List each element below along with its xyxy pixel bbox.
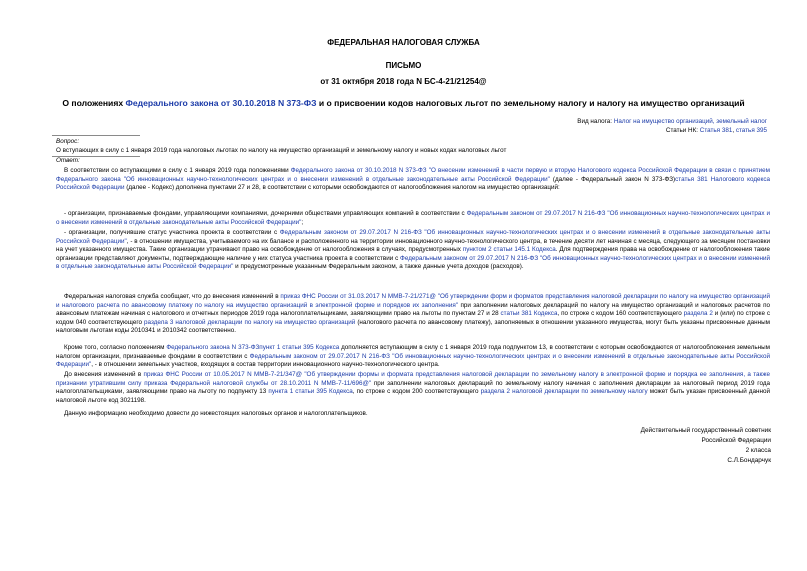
- land-tax-section-2-link[interactable]: раздела 2 налоговой декларации по земельному налогу: [480, 388, 648, 396]
- section-3-link[interactable]: раздела 3 налоговой декларации по налогу на имущество организаций: [144, 318, 356, 326]
- article-381-link[interactable]: Статья 381: [699, 127, 733, 134]
- document-type: ПИСЬМО: [385, 61, 422, 70]
- paragraph-text: Кроме того, согласно положениям: [64, 344, 167, 351]
- signature-country: Российской Федерации: [701, 437, 771, 444]
- section-2-link[interactable]: раздела 2: [683, 310, 713, 318]
- paragraph-text: , по строке с кодом 200 соответствующего: [352, 388, 481, 396]
- paragraph-text: и предусмотренные указанным Федеральным законом, а также данные учета доходов (расходов).: [233, 263, 524, 271]
- answer-paragraph-4: [56, 293, 770, 336]
- document-date-number: от 31 октября 2018 года N БС-4-21/21254@: [320, 77, 487, 86]
- paragraph-text: , - в отношении земельных участков, входящих в состав территории инновационного научно-технологического центра.: [91, 361, 440, 369]
- signature-class: 2 класса: [745, 447, 771, 454]
- answer-paragraph-5: [56, 344, 770, 370]
- paragraph-text: дополняется вступающим в силу с 1 января 2019 года подпунктом 13, в соответствии с которым освобождаются от налогообложения земельным налогом организации, признаваемые фондами в соответствии с: [56, 344, 770, 360]
- article-381-code-link[interactable]: статья 381 Налогового кодекса Российской Федерации: [56, 175, 771, 192]
- paragraph-text: До внесения изменений в: [64, 371, 144, 378]
- answer-paragraph-3: [56, 229, 770, 272]
- document-subject: [40, 98, 767, 109]
- article-381-link[interactable]: статьи 381 Кодекса: [500, 310, 558, 318]
- law-216-link[interactable]: Федеральным законом от 29.07.2017 N 216-ФЗ "Об инновационных научно-технологических центрах и о внесении изменений в отдельные законодательные акты Российской Федерации": [56, 229, 771, 245]
- answer-paragraph-6: [56, 371, 770, 405]
- answer-paragraph-1: [56, 167, 770, 193]
- signature-name: С.Л.Бондарчук: [727, 457, 771, 464]
- article-separator: ,: [732, 127, 736, 134]
- paragraph-text: при заполнении налоговых деклараций по налогу на имущество организаций и налоговых расчетов по авансовым платежам начиная с налогового и отчетных периодов 2019 года налогоплательщиками, заявляющими право на льготы по пунктам 27 и 28: [56, 301, 771, 318]
- law-216-link[interactable]: Федеральным законом от 29.07.2017 N 216-ФЗ "Об инновационных научно-технологических центрах и о внесении изменений в отдельные законодательные акты Российской Федерации": [56, 352, 771, 369]
- paragraph-text: , - в отношении имущества, учитываемого на их балансе и расположенного на территории инновационного научно-технологического центра, в течение десяти лет начиная с месяца, следующего за месяцем постановки на учет указанного имущества. Такие организации утрачивают право на освобождение от налогообложения в случаях, предусмотренных: [56, 237, 770, 254]
- law-373-article-395-link[interactable]: Федерального закона N 373-ФЗпункт 1 статьи 395 Кодекса: [166, 344, 340, 351]
- question-label: Вопрос:: [56, 138, 80, 145]
- paragraph-text: В соответствии со вступающими в силу с 1 января 2019 года положениями: [64, 167, 291, 174]
- agency-title: ФЕДЕРАЛЬНАЯ НАЛОГОВАЯ СЛУЖБА: [327, 38, 480, 47]
- law-373-link[interactable]: Федерального закона от 30.10.2018 N 373-ФЗ "О внесении изменений в части первую и вторую Налогового кодекса Российской Федерации в связи с принятием Федерального закона "Об инновационных научно-технологических центрах и о внесении изменений в отдельные законодательные акты Российской Федерации": [56, 167, 770, 183]
- paragraph-text: (налогового расчета по авансовому платежу), заполняемых в отношении указанного имущества, могут быть указаны присвоенные данным налоговым льготам коды 2010341 и 2010342 соответственно.: [56, 318, 770, 335]
- signature-rank: Действительный государственный советник: [640, 427, 771, 434]
- order-mmv-271-link[interactable]: приказ ФНС России от 31.03.2017 N ММВ-7-21/271@ "Об утверждении форм и форматов представления налоговой декларации по налогу на имущество организаций и налогового расчета по авансовому платежу по налогу на имущество организаций в электронной форме и порядков их заполнения": [56, 293, 771, 309]
- subject-law-link[interactable]: Федерального закона от 30.10.2018 N 373-ФЗ: [125, 98, 317, 108]
- question-text: О вступающих в силу с 1 января 2019 года налоговых льготах по налогу на имущество организаций и земельному налогу и новых кодах налоговых льгот: [56, 147, 507, 154]
- subject-text: О положениях: [62, 98, 126, 108]
- paragraph-text: может быть указан присвоенный данной налоговой льготе код 3021198.: [56, 388, 770, 404]
- answer-paragraph-7: Данную информацию необходимо довести до нижестоящих налоговых органов и налогоплательщиков.: [64, 410, 368, 417]
- law-216-link[interactable]: Федеральным законом от 29.07.2017 N 216-ФЗ "Об инновационных научно-технологических центрах и о внесении изменений в отдельные законодательные акты Российской Федерации": [56, 254, 770, 271]
- paragraph-text: при заполнении налоговых деклараций по земельному налогу начиная с заполнения декларации за налоговый период 2019 года налогоплательщиками, заявляющими право на льготу по подпункту 13: [56, 379, 771, 396]
- order-mmv-347-link[interactable]: приказ ФНС России от 10.05.2017 N ММВ-7-21/347@ "Об утверждении формы и формата представления налоговой декларации по земельному налогу в электронной форме и порядка ее заполнения, а также признании утратившим силу приказа Федеральной налоговой службы от 28.10.2011 N ММВ-7-11/696@": [56, 371, 770, 387]
- signature-block: [641, 426, 771, 466]
- answer-paragraph-2: [56, 210, 770, 227]
- article-145-1-link[interactable]: пунктом 2 статьи 145.1 Кодекса: [462, 246, 556, 254]
- paragraph-text: , по строке с кодом 160 соответствующего: [557, 310, 684, 318]
- paragraph-text: Федеральная налоговая служба сообщает, что до внесения изменений в: [64, 293, 281, 300]
- tax-type-line: [577, 117, 767, 126]
- paragraph-text: (далее - Кодекс) дополнена пунктами 27 и 28, в соответствии с которыми освобождаются от налогообложения налогом на имущество организаций:: [124, 184, 560, 192]
- tax-articles-line: [666, 126, 767, 135]
- paragraph-text: - организации, признаваемые фондами, управляющими компаниями, дочерними обществами управляющих компаний в соответствии с: [64, 210, 467, 217]
- answer-label: Ответ:: [56, 157, 80, 164]
- article-395-link[interactable]: статья 395: [735, 127, 767, 134]
- tax-type-label: Вид налога:: [577, 118, 614, 125]
- paragraph-text: и (или) по строке с кодом 040 соответствующего: [56, 310, 770, 326]
- law-216-link[interactable]: Федеральным законом от 29.07.2017 N 216-ФЗ "Об инновационных научно-технологических центрах и о внесении изменений в отдельные законодательные акты Российской Федерации": [56, 210, 770, 226]
- paragraph-text: (далее - Федеральный закон N 373-ФЗ): [549, 175, 676, 183]
- subject-text-tail: и о присвоении кодов налоговых льгот по земельному налогу и налогу на имущество организаций: [316, 98, 745, 108]
- tax-articles-label: Статьи НК:: [665, 127, 700, 134]
- paragraph-text: - организации, получившие статус участника проекта в соответствии с: [64, 229, 280, 236]
- divider: [52, 135, 140, 136]
- paragraph-text: . Для подтверждения права на освобождение от налогообложения такие организации представляют документы, подтверждающие наличие у них статуса участника проекта в соответствии с: [56, 246, 770, 262]
- tax-type-link[interactable]: Налог на имущество организаций, земельный налог: [613, 118, 767, 125]
- paragraph-text: ;: [301, 218, 304, 226]
- article-395-link[interactable]: пункта 1 статьи 395 Кодекса: [268, 388, 353, 396]
